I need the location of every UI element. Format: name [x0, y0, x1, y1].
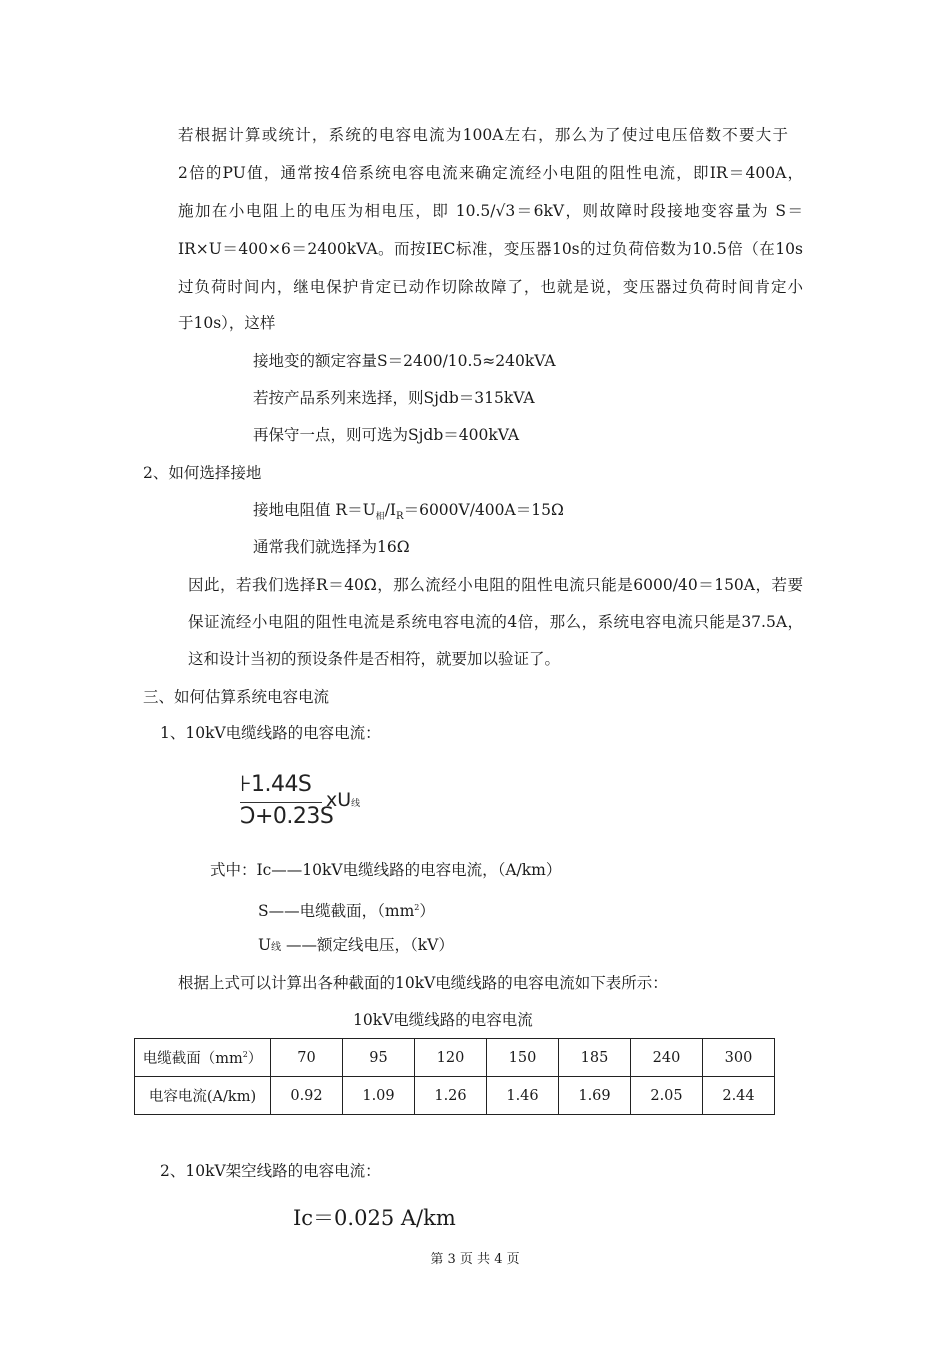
table-cell: 240: [631, 1039, 703, 1077]
table-cell: 0.92: [271, 1077, 343, 1115]
formula-numerator: ⊦1.44S: [240, 772, 312, 797]
table-cell: 1.09: [343, 1077, 415, 1115]
paragraph2-line1: 因此，若我们选择R＝40Ω，那么流经小电阻的阻性电流只能是6000/40＝150A，若要: [188, 576, 803, 594]
paragraph2-line2: 保证流经小电阻的阻性电流是系统电容电流的4倍，那么，系统电容电流只能是37.5A，: [188, 613, 803, 631]
paragraph1-line4: IR×U＝400×6＝2400kVA。而按IEC标准，变压器10s的过负荷倍数为10.5倍（在10s: [178, 240, 803, 258]
cable-capacitance-formula: [240, 772, 370, 832]
resistance-formula: 接地电阻值 $R=U_相/I_R=6000V/400A=15\Omega$: [253, 501, 564, 523]
table-caption: 10kV电缆线路的电容电流: [353, 1011, 533, 1029]
table-row: [135, 1077, 775, 1115]
formula-multiplier: xU线: [326, 789, 361, 811]
paragraph1-line5: 过负荷时间内，继电保护肯定已动作切除故障了，也就是说，变压器过负荷时间肯定小: [178, 278, 803, 296]
paragraph1-line3: 施加在小电阻上的电压为相电压，即 10.5/√3＝6kV，则故障时段接地变容量为 S＝: [178, 202, 803, 220]
section2-heading: 2、如何选择接地: [143, 464, 262, 482]
paragraph1-line1: 若根据计算或统计，系统的电容电流为100A左右，那么为了使过电压倍数不要大于: [178, 126, 788, 144]
table-row: [135, 1039, 775, 1077]
resistance-choice: 通常我们就选择为16Ω: [253, 538, 410, 556]
table-cell: 300: [703, 1039, 775, 1077]
capacitance-table: [134, 1038, 775, 1115]
table-cell: 120: [415, 1039, 487, 1077]
table-cell: 2.44: [703, 1077, 775, 1115]
table-cell: 2.05: [631, 1077, 703, 1115]
table-cell: 1.69: [559, 1077, 631, 1115]
calc-rated-capacity: 接地变的额定容量S＝2400/10.5≈240kVA: [253, 352, 556, 370]
table-cell: 185: [559, 1039, 631, 1077]
row-label-current: 电容电流(A/km): [135, 1077, 271, 1115]
page-footer: 第 3 页 共 4 页: [430, 1252, 520, 1267]
table-cell: 1.46: [487, 1077, 559, 1115]
table-cell: 150: [487, 1039, 559, 1077]
paragraph1-line6: 于10s），这样: [178, 314, 276, 332]
where-ic: 式中：Ic——10kV电缆线路的电容电流，（A/km）: [210, 861, 562, 879]
overhead-subheading: 2、10kV架空线路的电容电流：: [160, 1162, 381, 1180]
where-s: S——电缆截面，$(mm^2)$: [258, 902, 435, 921]
paragraph2-line3: 这和设计当初的预设条件是否相符，就要加以验证了。: [188, 650, 561, 668]
cable-subheading: 1、10kV电缆线路的电容电流：: [160, 724, 381, 742]
row-label-section: 电缆截面$(mm^2)$: [135, 1039, 271, 1077]
table-cell: 95: [343, 1039, 415, 1077]
calc-conservative: 再保守一点，则可选为Sjdb＝400kVA: [253, 426, 520, 444]
table-intro: 根据上式可以计算出各种截面的10kV电缆线路的电容电流如下表所示：: [178, 974, 668, 992]
formula-denominator: Ͻ+0.23S: [240, 804, 334, 829]
overhead-formula: Ic＝0.025 A/km: [293, 1206, 456, 1230]
calc-product-series: 若按产品系列来选择，则Sjdb＝315kVA: [253, 389, 535, 407]
table-cell: 1.26: [415, 1077, 487, 1115]
section3-heading: 三、如何估算系统电容电流: [143, 688, 330, 706]
where-u: U线 ——额定线电压，（kV）: [258, 936, 454, 954]
table-cell: 70: [271, 1039, 343, 1077]
paragraph1-line2: 2倍的PU值，通常按4倍系统电容电流来确定流经小电阻的阻性电流，即IR＝400A，: [178, 164, 803, 182]
formula-fraction-bar: [240, 802, 322, 803]
